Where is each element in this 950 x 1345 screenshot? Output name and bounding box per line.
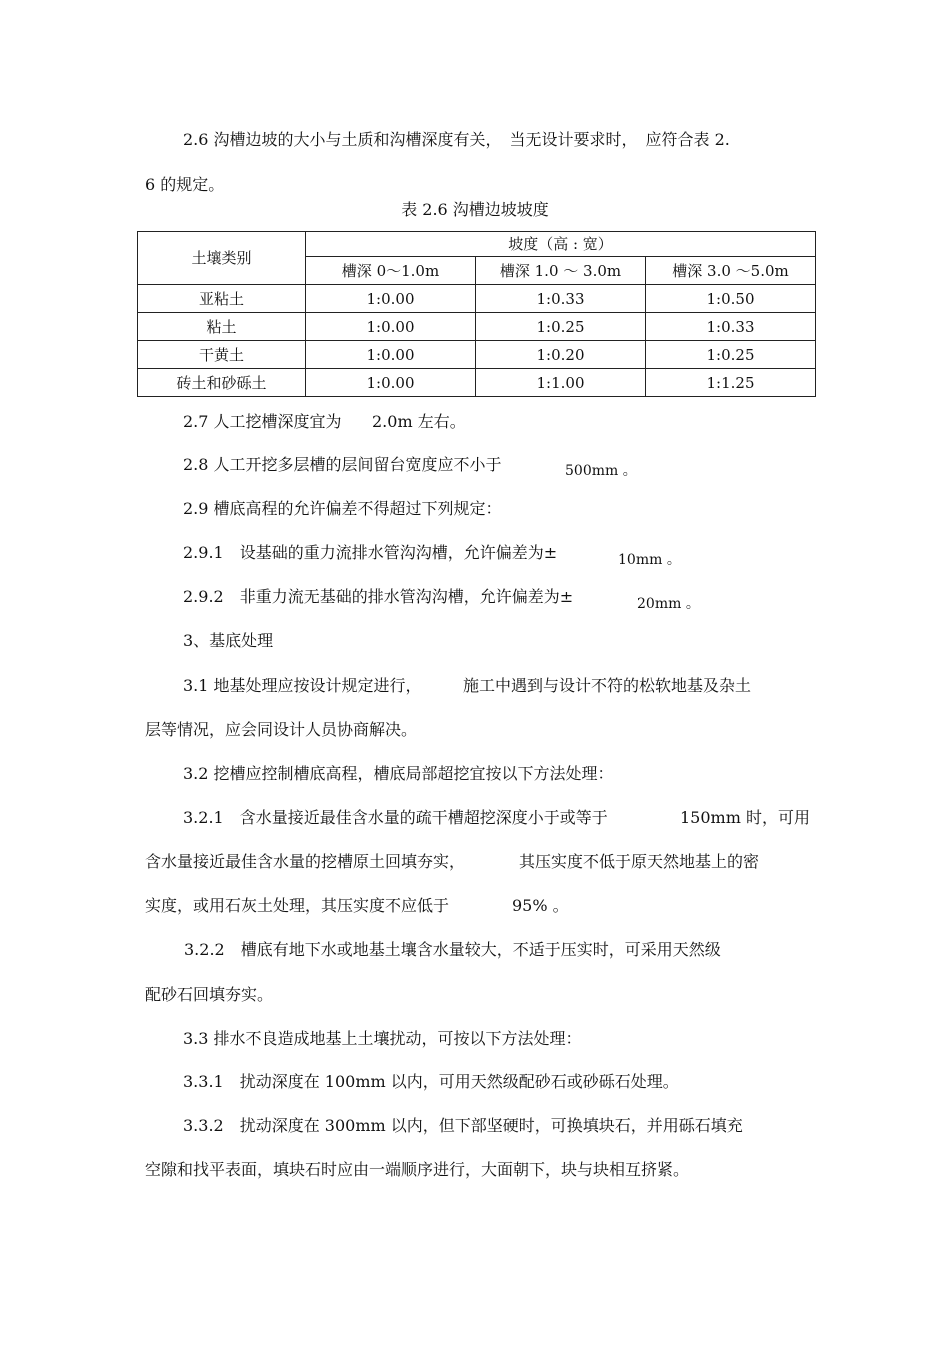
cell-value: 1:0.00 xyxy=(306,313,476,341)
paragraph-3-2-1-line3-b: 95% 。 xyxy=(512,896,569,915)
header-depth-2: 槽深 1.0 ～ 3.0m xyxy=(476,257,646,285)
section-3-heading: 3、基底处理 xyxy=(183,631,274,650)
cell-soil: 干黄土 xyxy=(138,341,306,369)
table-row xyxy=(138,369,816,397)
table-row xyxy=(138,313,816,341)
paragraph-3-3-2-line1: 3.3.2 扰动深度在 300mm 以内，但下部坚硬时，可换填块石，并用砾石填充 xyxy=(183,1116,743,1135)
header-depth-3: 槽深 3.0 ～5.0m xyxy=(646,257,816,285)
cell-value: 1:0.00 xyxy=(306,369,476,397)
paragraph-3-2-1-line3-a: 实度，或用石灰土处理，其压实度不应低于 xyxy=(145,896,450,915)
paragraph-3-3-2-line2: 空隙和找平表面，填块石时应由一端顺序进行，大面朝下，块与块相互挤紧。 xyxy=(145,1160,690,1179)
cell-value: 1:1.00 xyxy=(476,369,646,397)
paragraph-3-2-2-line2: 配砂石回填夯实。 xyxy=(145,985,274,1004)
paragraph-3-2-1-line2-a: 含水量接近最佳含水量的挖槽原土回填夯实， xyxy=(145,852,466,871)
paragraph-2-9-1-a: 2.9.1 设基础的重力流排水管沟沟槽，允许偏差为± xyxy=(183,543,558,562)
cell-value: 1:0.20 xyxy=(476,341,646,369)
paragraph-3-2-2-line1: 3.2.2 槽底有地下水或地基土壤含水量较大，不适于压实时，可采用天然级 xyxy=(184,940,721,959)
cell-soil: 粘土 xyxy=(138,313,306,341)
slope-table xyxy=(137,231,816,397)
table-row xyxy=(138,285,816,313)
paragraph-3-3-1: 3.3.1 扰动深度在 100mm 以内，可用天然级配砂石或砂砾石处理。 xyxy=(183,1072,679,1091)
table-caption: 表 2.6 沟槽边坡坡度 xyxy=(401,200,549,219)
paragraph-2-9-2-b: 20mm 。 xyxy=(637,596,700,612)
cell-value: 1:1.25 xyxy=(646,369,816,397)
paragraph-2-7-a: 2.7 人工挖槽深度宜为 xyxy=(183,412,342,431)
cell-value: 1:0.25 xyxy=(476,313,646,341)
cell-value: 1:0.33 xyxy=(476,285,646,313)
paragraph-2-6-line1: 2.6 沟槽边坡的大小与土质和沟槽深度有关， 当无设计要求时， 应符合表 2. xyxy=(183,130,730,149)
paragraph-2-8-a: 2.8 人工开挖多层槽的层间留台宽度应不小于 xyxy=(183,455,502,474)
cell-value: 1:0.00 xyxy=(306,341,476,369)
paragraph-3-3: 3.3 排水不良造成地基上土壤扰动，可按以下方法处理： xyxy=(183,1029,582,1048)
paragraph-3-2-1-line2-b: 其压实度不低于原天然地基上的密 xyxy=(519,852,760,871)
header-soil-type: 土壤类别 xyxy=(138,232,306,285)
cell-soil: 砖土和砂砾土 xyxy=(138,369,306,397)
paragraph-3-2-1-line1-a: 3.2.1 含水量接近最佳含水量的疏干槽超挖深度小于或等于 xyxy=(183,808,608,827)
cell-value: 1:0.00 xyxy=(306,285,476,313)
paragraph-2-6-line2: 6 的规定。 xyxy=(145,175,225,194)
paragraph-3-1-line1-a: 3.1 地基处理应按设计规定进行， xyxy=(183,676,422,695)
paragraph-3-1-line1-b: 施工中遇到与设计不符的松软地基及杂土 xyxy=(463,676,752,695)
cell-value: 1:0.50 xyxy=(646,285,816,313)
cell-soil: 亚粘土 xyxy=(138,285,306,313)
paragraph-2-8-b: 500mm 。 xyxy=(565,463,637,479)
paragraph-2-9: 2.9 槽底高程的允许偏差不得超过下列规定： xyxy=(183,499,502,518)
paragraph-3-2: 3.2 挖槽应控制槽底高程，槽底局部超挖宜按以下方法处理： xyxy=(183,764,614,783)
paragraph-2-9-2-a: 2.9.2 非重力流无基础的排水管沟沟槽，允许偏差为± xyxy=(183,587,574,606)
paragraph-3-1-line2: 层等情况，应会同设计人员协商解决。 xyxy=(145,720,418,739)
paragraph-2-9-1-b: 10mm 。 xyxy=(618,552,681,568)
paragraph-2-7-b: 2.0m 左右。 xyxy=(372,412,466,431)
header-slope-group: 坡度（高 : 宽） xyxy=(306,232,816,257)
paragraph-3-2-1-line1-b: 150mm 时，可用 xyxy=(680,808,810,827)
cell-value: 1:0.25 xyxy=(646,341,816,369)
table-row xyxy=(138,341,816,369)
cell-value: 1:0.33 xyxy=(646,313,816,341)
header-depth-1: 槽深 0～1.0m xyxy=(306,257,476,285)
